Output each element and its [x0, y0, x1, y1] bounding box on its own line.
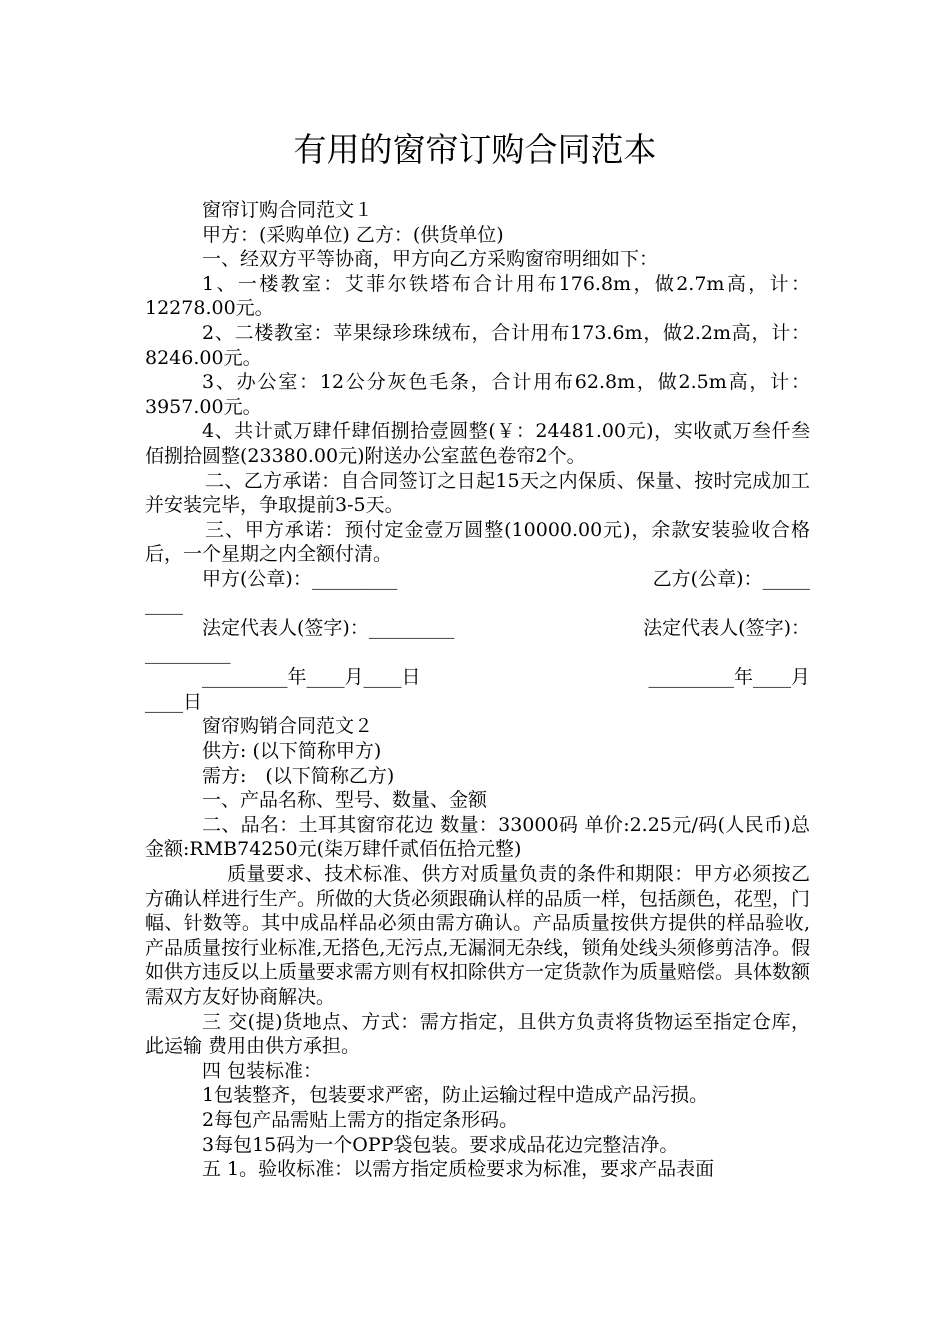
section2-pack3: 3每包15码为一个OPP袋包装。要求成品花边完整洁净。: [202, 1133, 679, 1156]
section2-clause5: 五 1。验收标准：以需方指定质检要求为标准，要求产品表面: [202, 1158, 715, 1181]
section1-clause3: 三、甲方承诺：预付定金壹万圆整(10000.00元)，余款安装验收合格后，一个星期之内全额付清。: [145, 518, 810, 566]
section1-parties: 甲方：(采购单位) 乙方：(供货单位): [202, 223, 504, 246]
section2-clause1: 一、产品名称、型号、数量、金额: [202, 789, 488, 812]
section1-item1: 1、一楼教室：艾菲尔铁塔布合计用布176.8m，做2.7m高，计：12278.00元。: [145, 272, 810, 320]
document-title: 有用的窗帘订购合同范本: [293, 130, 657, 169]
section1-intro: 一、经双方平等协商，甲方向乙方采购窗帘明细如下：: [202, 248, 659, 271]
seal-party-b-tail: ____: [145, 592, 183, 615]
section2-clause2: 二、品名：土耳其窗帘花边 数量：33000码 单价:2.25元/码(人民币)总金额:RMB74250元(柒万肆仟贰佰伍拾元整): [145, 813, 810, 861]
document-body: [145, 198, 810, 1182]
section2-buyer: 需方: (以下简称乙方): [202, 764, 395, 787]
section2-clause3: 三 交(提)货地点、方式：需方指定，且供方负责将货物运至指定仓库，此运输 费用由供方承担。: [145, 1010, 810, 1058]
section1-clause2: 二、乙方承诺：自合同签订之日起15天之内保质、保量、按时完成加工并安装完毕，争取提前3-5天。: [145, 469, 810, 517]
seal-party-b: 乙方(公章)：_____: [652, 567, 810, 590]
date-row: [145, 665, 810, 690]
seal-party-a: 甲方(公章)：_________: [202, 567, 398, 590]
seal-row: [145, 567, 810, 592]
date-party-b: _________年____月: [648, 666, 810, 689]
section2-pack1: 1包装整齐，包装要求严密，防止运输过程中造成产品污损。: [202, 1084, 709, 1107]
date-party-a: _________年____月____日: [202, 666, 421, 689]
section2-heading: 窗帘购销合同范文２: [202, 715, 374, 738]
representative-row: [145, 616, 810, 641]
section1-heading: 窗帘订购合同范文１: [202, 199, 374, 221]
section1-item2: 2、二楼教室：苹果绿珍珠绒布，合计用布173.6m，做2.2m高，计：8246.00元。: [145, 321, 810, 369]
date-party-b-tail: ____日: [145, 690, 203, 713]
section1-item3: 3、办公室：12公分灰色毛条，合计用布62.8m，做2.5m高，计：3957.00元。: [145, 371, 810, 418]
representative-party-b: 法定代表人(签字)：: [643, 617, 810, 640]
section2-clause4: 四 包装标准：: [202, 1059, 323, 1082]
section2-supplier: 供方: (以下简称甲方): [202, 740, 382, 763]
section2-pack2: 2每包产品需贴上需方的指定条形码。: [202, 1108, 519, 1131]
section1-item4: 4、共计贰万肆仟肆佰捌拾壹圆整(￥：24481.00元)，实收贰万叁仟叁佰捌拾圆整(23380.00元)附送办公室蓝色卷帘2个。: [145, 420, 810, 467]
representative-party-b-tail: _________: [145, 641, 231, 664]
section2-quality: 质量要求、技术标准、供方对质量负责的条件和期限：甲方必须按乙方确认样进行生产。所做的大货必须跟确认样的品质一样，包括颜色，花型，门幅、针数等。其中成品样品必须由需方确认。产品质量按供方提供的样品验收,产品质量按行业标准,无搭色,无污点,无漏洞无杂线，锁角处线头须修剪洁净。假如供方违反以上质量要求需方则有权扣除供方一定货款作为质量赔偿。具体数额需双方友好协商解决。: [145, 863, 811, 1008]
representative-party-a: 法定代表人(签字)：_________: [202, 617, 455, 640]
